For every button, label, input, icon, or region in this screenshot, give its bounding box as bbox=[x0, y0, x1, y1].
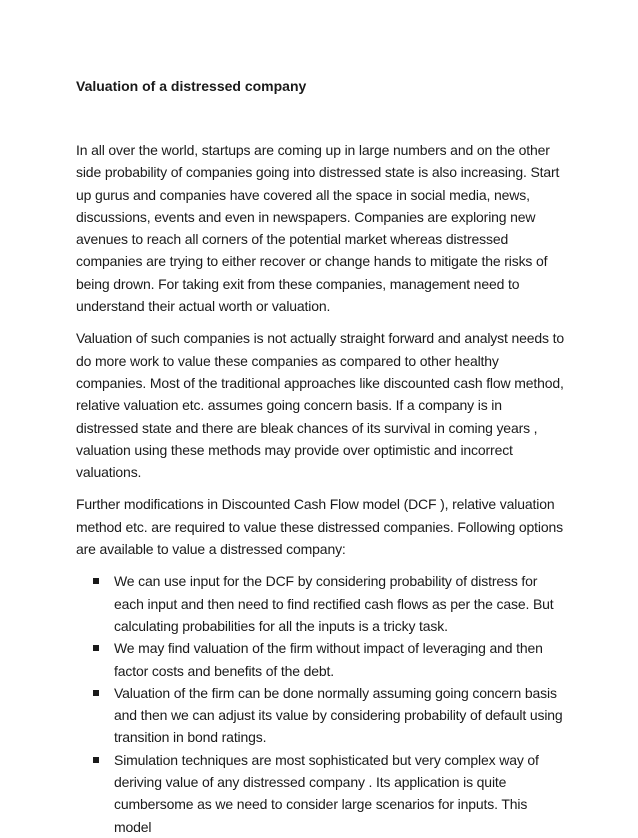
document-body bbox=[76, 139, 566, 838]
square-bullet-icon bbox=[93, 645, 99, 651]
paragraph-modifications: Further modifications in Discounted Cash Flow model (DCF ), relative valuation method etc. are required to value these distressed companies. Following options are available to value a distressed company: bbox=[76, 496, 563, 558]
list-item bbox=[76, 637, 566, 682]
options-list bbox=[76, 570, 566, 838]
paragraph-valuation-challenges: Valuation of such companies is not actually straight forward and analyst needs to do more work to value these companies as compared to other healthy companies. Most of the traditional approaches like discounted cash flow method, relative valuation etc. assumes going concern basis. If a company is in distressed state and there are bleak chances of its survival in coming years , valuation using these methods may provide over optimistic and incorrect valuations. bbox=[76, 330, 564, 481]
paragraph-intro: In all over the world, startups are coming up in large numbers and on the other side probability of companies going into distressed state is also increasing. Start up gurus and companies have covered all the space in social media, news, discussions, events and even in newspapers. Companies are exploring new avenues to reach all corners of the potential market whereas distressed companies are trying to either recover or change hands to mitigate the risks of being drown. For taking exit from these companies, management need to understand their actual worth or valuation. bbox=[76, 142, 560, 315]
document-title: Valuation of a distressed company bbox=[76, 78, 307, 94]
list-item-text: We can use input for the DCF by considering probability of distress for each input and then need to find rectified cash flows as per the case. But calculating probabilities for all the inputs is a tricky task. bbox=[114, 573, 554, 634]
list-item-text: Valuation of the firm can be done normally assuming going concern basis and then we can adjust its value by considering probability of default using transition in bond ratings. bbox=[114, 684, 563, 746]
list-item bbox=[76, 570, 566, 637]
square-bullet-icon bbox=[93, 690, 99, 696]
list-item-text: Simulation techniques are most sophisticated but very complex way of deriving value of any distressed company . Its application is quite cumbersome as we need to consider large scenarios for inputs. This model bbox=[114, 751, 539, 835]
square-bullet-icon bbox=[93, 757, 99, 763]
list-item-text: We may find valuation of the firm without impact of leveraging and then factor costs and benefits of the debt. bbox=[114, 640, 543, 679]
square-bullet-icon bbox=[93, 578, 99, 584]
list-item bbox=[76, 682, 566, 749]
list-item bbox=[76, 749, 566, 838]
